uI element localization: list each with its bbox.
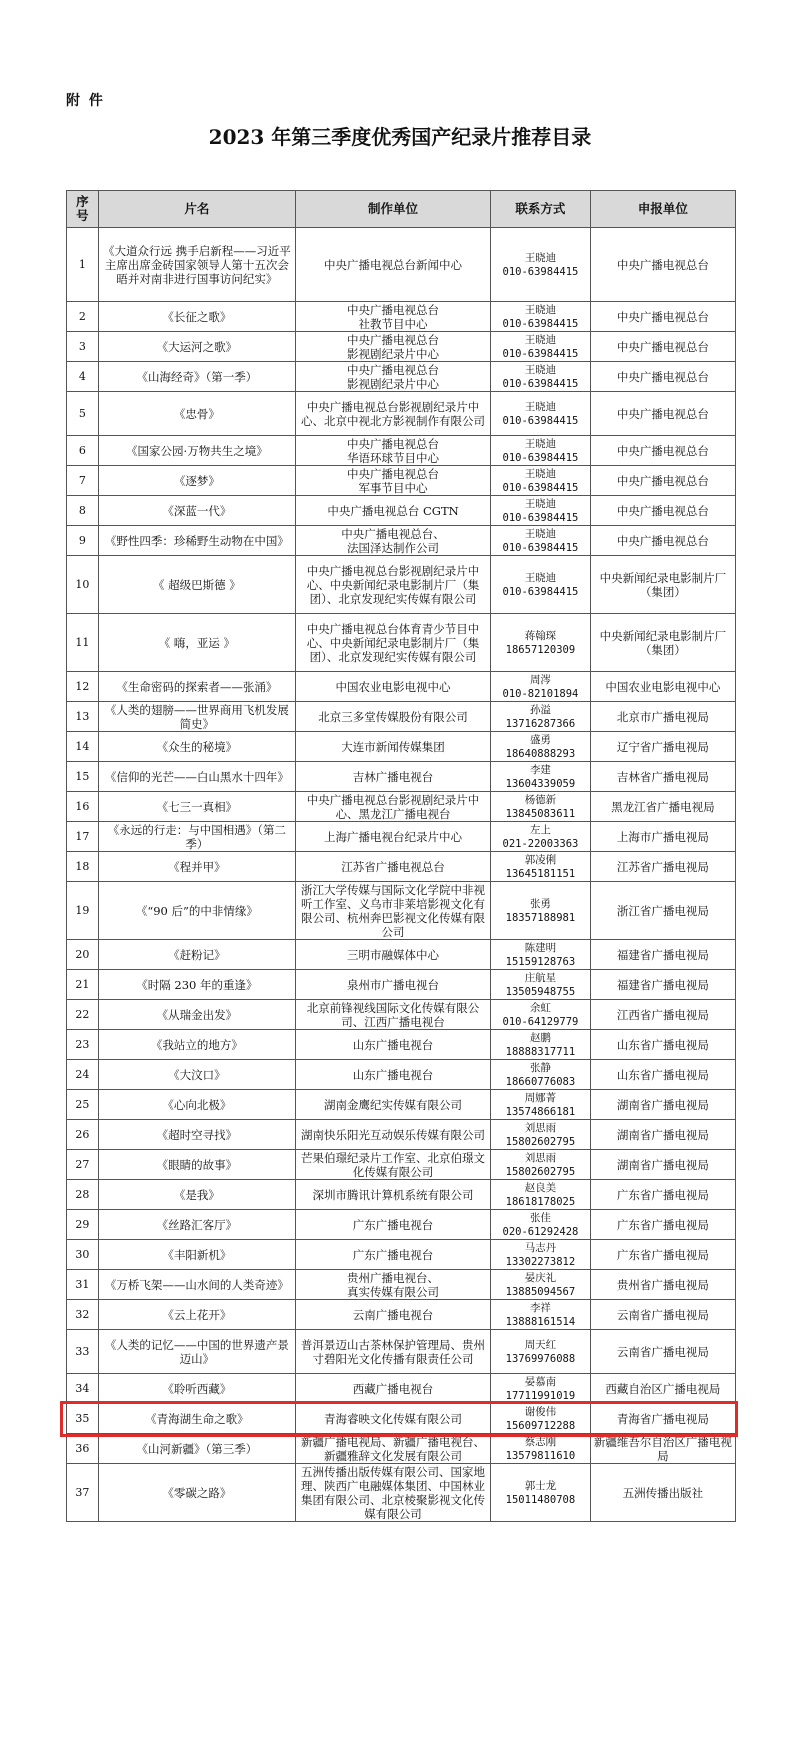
row-contact: 周天红 13769976088 [491,1330,591,1374]
row-number: 25 [67,1090,99,1120]
row-producer: 中央广播电视总台 影视剧纪录片中心 [296,332,491,362]
row-contact: 赵鹏 18888317711 [491,1030,591,1060]
table-row [67,1464,736,1522]
row-submitter: 湖南省广播电视局 [590,1150,735,1180]
row-contact: 赵良美 18618178025 [491,1180,591,1210]
table-row [67,1000,736,1030]
row-submitter: 新疆维吾尔自治区广播电视局 [590,1434,735,1464]
table-row [67,852,736,882]
row-producer: 中央广播电视总台 社教节目中心 [296,302,491,332]
row-contact: 王晓迪 010-63984415 [491,526,591,556]
header-title: 片名 [98,191,295,228]
row-number: 20 [67,940,99,970]
row-title: 《超时空寻找》 [98,1120,295,1150]
row-number: 17 [67,822,99,852]
row-contact: 刘思雨 15802602795 [491,1120,591,1150]
row-contact: 王晓迪 010-63984415 [491,436,591,466]
row-title: 《聆听西藏》 [98,1374,295,1404]
row-title: 《野性四季：珍稀野生动物在中国》 [98,526,295,556]
row-contact: 庄航星 13505948755 [491,970,591,1000]
attachment-label: 附 件 [66,93,105,109]
row-number: 29 [67,1210,99,1240]
row-number: 35 [67,1404,99,1434]
row-title: 《忠骨》 [98,392,295,436]
table-row [67,1210,736,1240]
row-producer: 中央广播电视总台 华语环球节目中心 [296,436,491,466]
row-contact: 王晓迪 010-63984415 [491,362,591,392]
table-row [67,392,736,436]
row-producer: 芒果伯璟纪录片工作室、北京伯璟文化传媒有限公司 [296,1150,491,1180]
row-number: 30 [67,1240,99,1270]
row-number: 32 [67,1300,99,1330]
row-contact: 孙溢 13716287366 [491,702,591,732]
row-producer: 吉林广播电视台 [296,762,491,792]
row-contact: 陈建明 15159128763 [491,940,591,970]
row-submitter: 中央广播电视总台 [590,362,735,392]
row-title: 《人类的翅膀——世界商用飞机发展简史》 [98,702,295,732]
row-producer: 中央广播电视总台影视剧纪录片中心、黑龙江广播电视台 [296,792,491,822]
row-producer: 中央广播电视总台影视剧纪录片中心、北京中视北方影视制作有限公司 [296,392,491,436]
row-number: 4 [67,362,99,392]
row-submitter: 吉林省广播电视局 [590,762,735,792]
row-contact: 蒋翰琛 18657120309 [491,614,591,672]
row-contact: 王晓迪 010-63984415 [491,332,591,362]
row-number: 21 [67,970,99,1000]
row-producer: 中央广播电视总台影视剧纪录片中心、中央新闻纪录电影制片厂（集团）、北京发现纪实传媒有限公司 [296,556,491,614]
row-title: 《山海经奇》（第一季） [98,362,295,392]
row-contact: 余虹 010-64129779 [491,1000,591,1030]
row-number: 31 [67,1270,99,1300]
row-number: 1 [67,228,99,302]
row-title: 《是我》 [98,1180,295,1210]
row-title: 《眼睛的故事》 [98,1150,295,1180]
table-row [67,332,736,362]
row-title: 《永远的行走：与中国相遇》（第二季） [98,822,295,852]
table-row [67,436,736,466]
table-row [67,1330,736,1374]
row-submitter: 云南省广播电视局 [590,1300,735,1330]
row-title: 《山河新疆》（第三季） [98,1434,295,1464]
row-title: 《七三一真相》 [98,792,295,822]
row-producer: 深圳市腾讯计算机系统有限公司 [296,1180,491,1210]
row-title: 《众生的秘境》 [98,732,295,762]
row-contact: 蔡志刚 13579811610 [491,1434,591,1464]
row-number: 37 [67,1464,99,1522]
row-submitter: 中央广播电视总台 [590,466,735,496]
row-title: 《丰阳新机》 [98,1240,295,1270]
row-number: 7 [67,466,99,496]
row-producer: 江苏省广播电视总台 [296,852,491,882]
table-row [67,732,736,762]
row-number: 6 [67,436,99,466]
row-number: 28 [67,1180,99,1210]
table-row [67,1030,736,1060]
row-producer: 贵州广播电视台、 真实传媒有限公司 [296,1270,491,1300]
row-submitter: 中央广播电视总台 [590,436,735,466]
row-submitter: 浙江省广播电视局 [590,882,735,940]
table-row [67,882,736,940]
row-submitter: 山东省广播电视局 [590,1030,735,1060]
row-title: 《 嗨，亚运 》 [98,614,295,672]
row-contact: 张静 18660776083 [491,1060,591,1090]
row-contact: 马志丹 13302273812 [491,1240,591,1270]
row-contact: 王晓迪 010-63984415 [491,466,591,496]
row-submitter: 五洲传播出版社 [590,1464,735,1522]
table-row [67,792,736,822]
row-contact: 李祥 13888161514 [491,1300,591,1330]
row-submitter: 广东省广播电视局 [590,1240,735,1270]
row-submitter: 福建省广播电视局 [590,970,735,1000]
row-contact: 王晓迪 010-63984415 [491,392,591,436]
row-producer: 云南广播电视台 [296,1300,491,1330]
row-submitter: 江西省广播电视局 [590,1000,735,1030]
row-number: 23 [67,1030,99,1060]
row-producer: 中央广播电视总台 影视剧纪录片中心 [296,362,491,392]
row-submitter: 北京市广播电视局 [590,702,735,732]
row-producer: 广东广播电视台 [296,1240,491,1270]
row-producer: 湖南快乐阳光互动娱乐传媒有限公司 [296,1120,491,1150]
row-title: 《我站立的地方》 [98,1030,295,1060]
row-title: 《丝路汇客厅》 [98,1210,295,1240]
row-contact: 王晓迪 010-63984415 [491,302,591,332]
row-number: 19 [67,882,99,940]
row-title: 《时隔 230 年的重逢》 [98,970,295,1000]
row-number: 18 [67,852,99,882]
row-number: 8 [67,496,99,526]
row-title: 《零碳之路》 [98,1464,295,1522]
documentary-table [66,190,736,1522]
row-number: 14 [67,732,99,762]
row-producer: 三明市融媒体中心 [296,940,491,970]
table-row [67,302,736,332]
row-title: 《万桥飞架——山水间的人类奇迹》 [98,1270,295,1300]
row-contact: 李建 13604339059 [491,762,591,792]
table-row [67,1240,736,1270]
row-producer: 山东广播电视台 [296,1060,491,1090]
header-number: 序号 [67,191,99,228]
row-submitter: 中国农业电影电视中心 [590,672,735,702]
row-producer: 中央广播电视总台新闻中心 [296,228,491,302]
row-submitter: 中央广播电视总台 [590,228,735,302]
row-contact: 王晓迪 010-63984415 [491,556,591,614]
row-submitter: 中央广播电视总台 [590,496,735,526]
table-row [67,614,736,672]
page-title: 2023 年第三季度优秀国产纪录片推荐目录 [208,125,592,149]
row-contact: 王晓迪 010-63984415 [491,496,591,526]
row-producer: 山东广播电视台 [296,1030,491,1060]
row-submitter: 中央新闻纪录电影制片厂（集团） [590,556,735,614]
row-number: 26 [67,1120,99,1150]
header-producer: 制作单位 [296,191,491,228]
table-row [67,1270,736,1300]
row-submitter: 中央广播电视总台 [590,526,735,556]
row-submitter: 中央广播电视总台 [590,392,735,436]
table-row [67,466,736,496]
row-producer: 广东广播电视台 [296,1210,491,1240]
row-producer: 上海广播电视台纪录片中心 [296,822,491,852]
row-title: 《逐梦》 [98,466,295,496]
table-row [67,940,736,970]
row-submitter: 广东省广播电视局 [590,1180,735,1210]
row-contact: 郭士龙 15011480708 [491,1464,591,1522]
table-row [67,1404,736,1434]
row-number: 9 [67,526,99,556]
row-submitter: 上海市广播电视局 [590,822,735,852]
row-number: 2 [67,302,99,332]
table-row [67,822,736,852]
row-title: 《人类的记忆——中国的世界遗产景迈山》 [98,1330,295,1374]
row-number: 15 [67,762,99,792]
row-contact: 盛勇 18640888293 [491,732,591,762]
row-producer: 中央广播电视总台、 法国泽达制作公司 [296,526,491,556]
row-number: 33 [67,1330,99,1374]
row-contact: 郭凌俐 13645181151 [491,852,591,882]
row-submitter: 山东省广播电视局 [590,1060,735,1090]
row-title: 《信仰的光芒——白山黑水十四年》 [98,762,295,792]
table-row [67,702,736,732]
row-producer: 中国农业电影电视中心 [296,672,491,702]
row-contact: 谢俊伟 15609712288 [491,1404,591,1434]
row-submitter: 中央新闻纪录电影制片厂（集团） [590,614,735,672]
row-producer: 新疆广播电视局、新疆广播电视台、新疆雅辞文化发展有限公司 [296,1434,491,1464]
row-producer: 北京前锋视线国际文化传媒有限公司、江西广播电视台 [296,1000,491,1030]
row-submitter: 福建省广播电视局 [590,940,735,970]
row-submitter: 云南省广播电视局 [590,1330,735,1374]
row-contact: 周涔 010-82101894 [491,672,591,702]
row-producer: 西藏广播电视台 [296,1374,491,1404]
row-title: 《大汶口》 [98,1060,295,1090]
row-number: 22 [67,1000,99,1030]
row-number: 27 [67,1150,99,1180]
table-row [67,1434,736,1464]
row-number: 3 [67,332,99,362]
row-title: 《云上花开》 [98,1300,295,1330]
table-row [67,1180,736,1210]
row-contact: 刘思雨 15802602795 [491,1150,591,1180]
row-producer: 青海睿映文化传媒有限公司 [296,1404,491,1434]
row-contact: 左上 021-22003363 [491,822,591,852]
row-number: 11 [67,614,99,672]
header-contact: 联系方式 [491,191,591,228]
row-contact: 张佳 020-61292428 [491,1210,591,1240]
table-row [67,970,736,1000]
row-title: 《大运河之歌》 [98,332,295,362]
row-producer: 北京三多堂传媒股份有限公司 [296,702,491,732]
row-submitter: 中央广播电视总台 [590,332,735,362]
row-producer: 浙江大学传媒与国际文化学院中非视听工作室、义乌市非莱培影视文化有限公司、杭州奔巴影视文化传媒有限公司 [296,882,491,940]
row-contact: 晏慕南 17711991019 [491,1374,591,1404]
row-producer: 五洲传播出版传媒有限公司、国家地理、陕西广电融媒体集团、中国林业集团有限公司、北京棱聚影视文化传媒有限公司 [296,1464,491,1522]
row-submitter: 黑龙江省广播电视局 [590,792,735,822]
header-submitter: 申报单位 [590,191,735,228]
row-number: 5 [67,392,99,436]
row-submitter: 湖南省广播电视局 [590,1120,735,1150]
row-contact: 杨德新 13845083611 [491,792,591,822]
table-row [67,362,736,392]
row-producer: 泉州市广播电视台 [296,970,491,1000]
row-number: 10 [67,556,99,614]
row-title: 《心向北极》 [98,1090,295,1120]
row-title: 《生命密码的探索者——张涌》 [98,672,295,702]
row-number: 24 [67,1060,99,1090]
row-number: 13 [67,702,99,732]
table-row [67,1060,736,1090]
row-submitter: 广东省广播电视局 [590,1210,735,1240]
table-row [67,1120,736,1150]
row-title: 《国家公园·万物共生之境》 [98,436,295,466]
row-submitter: 中央广播电视总台 [590,302,735,332]
row-title: 《深蓝一代》 [98,496,295,526]
row-title: 《程并甲》 [98,852,295,882]
row-contact: 王晓迪 010-63984415 [491,228,591,302]
row-title: 《赶粉记》 [98,940,295,970]
table-header-row [67,191,736,228]
row-producer: 湖南金鹰纪实传媒有限公司 [296,1090,491,1120]
row-producer: 中央广播电视总台 CGTN [296,496,491,526]
table-row [67,496,736,526]
row-producer: 大连市新闻传媒集团 [296,732,491,762]
row-number: 12 [67,672,99,702]
row-number: 16 [67,792,99,822]
row-producer: 中央广播电视总台体育青少节目中心、中央新闻纪录电影制片厂（集团）、北京发现纪实传媒有限公司 [296,614,491,672]
row-producer: 普洱景迈山古茶林保护管理局、贵州寸碧阳光文化传播有限责任公司 [296,1330,491,1374]
table-row [67,672,736,702]
table-row [67,1300,736,1330]
row-title: 《从瑞金出发》 [98,1000,295,1030]
table-row [67,1090,736,1120]
table-row [67,1150,736,1180]
row-submitter: 青海省广播电视局 [590,1404,735,1434]
row-submitter: 江苏省广播电视局 [590,852,735,882]
table-body [67,228,736,1522]
table-row [67,762,736,792]
row-contact: 晏庆礼 13885094567 [491,1270,591,1300]
table-row [67,228,736,302]
row-submitter: 辽宁省广播电视局 [590,732,735,762]
table-row [67,1374,736,1404]
row-title: 《长征之歌》 [98,302,295,332]
row-producer: 中央广播电视总台 军事节目中心 [296,466,491,496]
table-row [67,556,736,614]
row-contact: 周娜菁 13574866181 [491,1090,591,1120]
row-submitter: 西藏自治区广播电视局 [590,1374,735,1404]
row-number: 36 [67,1434,99,1464]
row-submitter: 湖南省广播电视局 [590,1090,735,1120]
row-submitter: 贵州省广播电视局 [590,1270,735,1300]
row-title: 《青海湖生命之歌》 [98,1404,295,1434]
row-title: 《“90 后”的中非情缘》 [98,882,295,940]
row-contact: 张勇 18357188981 [491,882,591,940]
row-title: 《 超级巴斯德 》 [98,556,295,614]
table-row [67,526,736,556]
row-title: 《大道众行远 携手启新程——习近平主席出席金砖国家领导人第十五次会晤并对南非进行国事访问纪实》 [98,228,295,302]
row-number: 34 [67,1374,99,1404]
